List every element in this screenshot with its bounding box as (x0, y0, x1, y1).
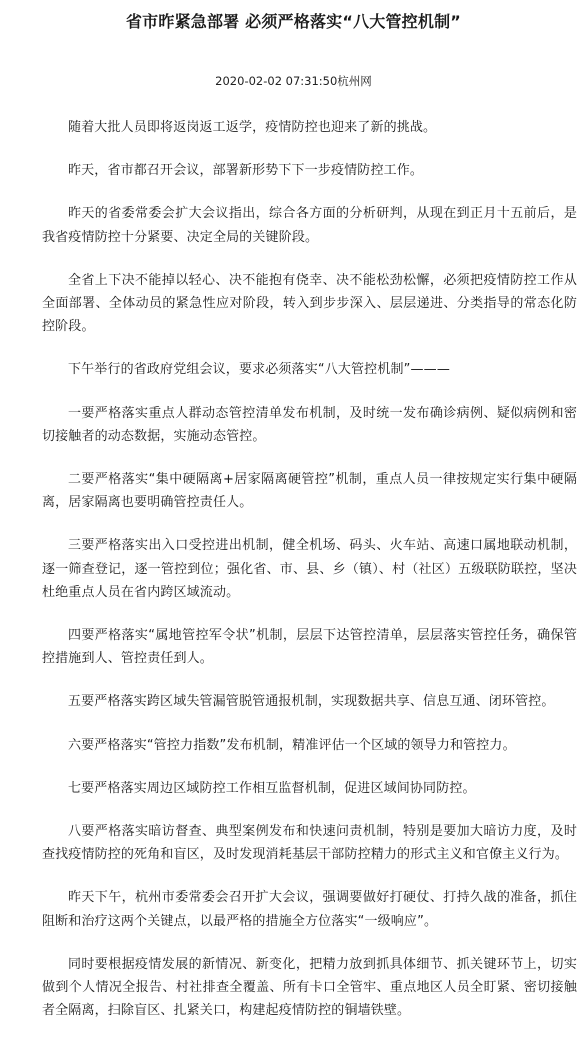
paragraph: 三要严格落实出入口受控进出机制，健全机场、码头、火车站、高速口属地联动机制，逐一筛查登记，逐一管控到位；强化省、市、县、乡（镇）、村（社区）五级联防联控，坚决杜绝重点人员在省内跨区域流动。 (42, 538, 577, 600)
paragraph: 八要严格落实暗访督查、典型案例发布和快速问责机制，特别是要加大暗访力度，及时查找疫情防控的死角和盲区，及时发现消耗基层干部防控精力的形式主义和官僚主义行为。 (42, 824, 577, 863)
paragraph: 昨天，省市都召开会议，部署新形势下下一步疫情防控工作。 (68, 163, 424, 179)
article-title: 省市昨紧急部署 必须严格落实“八大管控机制” (125, 12, 461, 31)
paragraph: 昨天下午，杭州市委常委会召开扩大会议，强调要做好打硬仗、打持久战的准备，抓住阻断和治疗这两个关键点，以最严格的措施全方位落实“一级响应”。 (42, 890, 577, 929)
paragraph: 七要严格落实周边区域防控工作相互监督机制，促进区域间协同防控。 (68, 780, 476, 796)
article-body (42, 116, 577, 1042)
paragraph: 下午举行的省政府党组会议，要求必须落实“八大管控机制”——— (68, 362, 450, 378)
paragraph: 昨天的省委常委会扩大会议指出，综合各方面的分析研判，从现在到正月十五前后，是我省疫情防控十分紧要、决定全局的关键阶段。 (42, 206, 577, 245)
paragraph: 五要严格落实跨区域失管漏管脱管通报机制，实现数据共享、信息互通、闭环管控。 (68, 694, 555, 710)
paragraph: 六要严格落实“管控力指数”发布机制，精准评估一个区域的领导力和管控力。 (68, 737, 516, 753)
paragraph: 同时要根据疫情发展的新情况、新变化，把精力放到抓具体细节、抓关键环节上，切实做到个人情况全报告、村社排查全覆盖、所有卡口全管牢、重点地区人员全盯紧、密切接触者全隔离，扫除盲区、扎紧关口，构建起疫情防控的铜墙铁壁。 (42, 956, 577, 1019)
paragraph: 全省上下决不能掉以轻心、决不能抱有侥幸、决不能松劲松懈，必须把疫情防控工作从全面部署、全体动员的紧急性应对阶段，转入到步步深入、层层递进、分类指导的常态化防控阶段。 (42, 272, 577, 335)
paragraph: 二要严格落实“集中硬隔离+居家隔离硬管控”机制，重点人员一律按规定实行集中硬隔离，居家隔离也要明确管控责任人。 (42, 472, 577, 511)
article-meta: 2020-02-02 07:31:50杭州网 (215, 74, 372, 88)
paragraph: 四要严格落实“属地管控军令状”机制，层层下达管控清单，层层落实管控任务，确保管控措施到人、管控责任到人。 (42, 628, 577, 667)
paragraph: 随着大批人员即将返岗返工返学，疫情防控也迎来了新的挑战。 (68, 120, 437, 135)
paragraph: 一要严格落实重点人群动态管控清单发布机制，及时统一发布确诊病例、疑似病例和密切接触者的动态数据，实施动态管控。 (42, 405, 577, 444)
